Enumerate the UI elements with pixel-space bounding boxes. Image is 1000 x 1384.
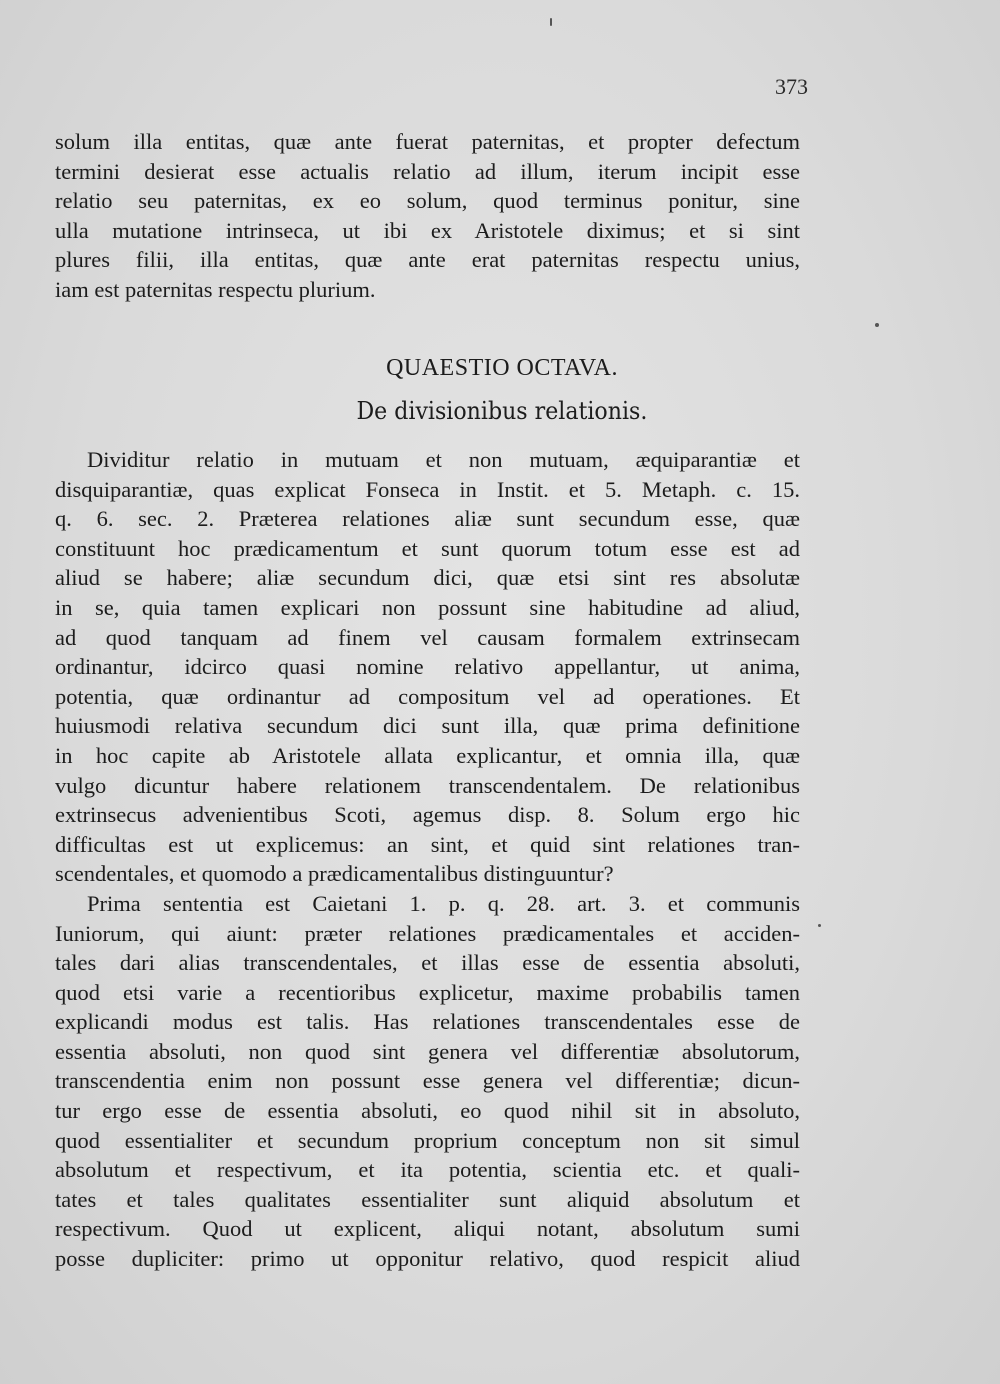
text-line: ad quod tanquam ad finem vel causam formalem extrinsecam	[55, 624, 800, 650]
text-line: respectivum. Quod ut explicent, aliqui notant, absolutum sumi	[55, 1216, 800, 1242]
text-line: relatio seu paternitas, ex eo solum, quod terminus ponitur, sine	[55, 188, 800, 214]
text-line: in se, quia tamen explicari non possunt sine habitudine ad aliud,	[55, 594, 800, 620]
body-text	[55, 445, 800, 1274]
text-line: Iuniorum, qui aiunt: præter relationes prædicamentales et acciden-	[55, 920, 800, 946]
text-line: ulla mutatione intrinseca, ut ibi ex Aristotele diximus; et si sint	[55, 217, 800, 243]
text-line: ordinantur, idcirco quasi nomine relativo appellantur, ut anima,	[55, 654, 800, 680]
text-line: absolutum et respectivum, et ita potentia, scientia etc. et quali-	[55, 1157, 800, 1183]
text-line: tales dari alias transcendentales, et illas esse de essentia absoluti,	[55, 950, 800, 976]
paper-speck	[818, 924, 821, 927]
text-line: quod essentialiter et secundum proprium conceptum non sit simul	[55, 1127, 800, 1153]
text-line: aliud se habere; aliæ secundum dici, quæ etsi sint res absolutæ	[55, 565, 800, 591]
text-line: termini desierat esse actualis relatio ad illum, iterum incipit esse	[55, 158, 800, 184]
text-line: disquiparantiæ, quas explicat Fonseca in Instit. et 5. Metaph. c. 15.	[55, 476, 800, 502]
paragraph-1	[55, 127, 800, 305]
paper-speck	[875, 323, 879, 327]
text-line: tur ergo esse de essentia absoluti, eo quod nihil sit in absoluto,	[55, 1098, 800, 1124]
text-line: vulgo dicuntur habere relationem transcendentalem. De relationibus	[55, 772, 800, 798]
paper-speck	[550, 18, 552, 26]
text-line: q. 6. sec. 2. Præterea relationes aliæ sunt secundum esse, quæ	[55, 506, 800, 532]
text-line: essentia absoluti, non quod sint genera vel differentiæ absolutorum,	[55, 1038, 800, 1064]
text-line: posse dupliciter: primo ut opponitur relativo, quod respicit aliud	[55, 1246, 800, 1272]
text-line: scendentales, et quomodo a prædicamentalibus distinguuntur?	[55, 861, 614, 887]
text-line: difficultas est ut explicemus: an sint, et quid sint relationes tran-	[55, 831, 800, 857]
text-line: Prima sententia est Caietani 1. p. q. 28. art. 3. et communis	[87, 890, 800, 916]
text-line: tates et tales qualitates essentialiter sunt aliquid absolutum et	[55, 1186, 800, 1212]
text-line: in hoc capite ab Aristotele allata explicantur, et omnia illa, quæ	[55, 742, 800, 768]
text-line: explicandi modus est talis. Has relationes transcendentales esse de	[55, 1009, 800, 1035]
text-line: extrinsecus advenientibus Scoti, agemus disp. 8. Solum ergo hic	[55, 802, 800, 828]
text-line: potentia, quæ ordinantur ad compositum vel ad operationes. Et	[55, 683, 800, 709]
page-number: 373	[775, 74, 808, 99]
text-line: Dividitur relatio in mutuam et non mutuam, æquiparantiæ et	[87, 447, 800, 472]
text-line: plures filii, illa entitas, quæ ante erat paternitas respectu unius,	[55, 247, 800, 273]
text-line: solum illa entitas, quæ ante fuerat paternitas, et propter defectum	[55, 129, 800, 154]
text-line: iam est paternitas respectu plurium.	[55, 276, 376, 302]
text-line: transcendentia enim non possunt esse genera vel differentiæ; dicun-	[55, 1068, 800, 1094]
section-subheading: De divisionibus relationis.	[356, 397, 648, 425]
question-heading: QUAESTIO OCTAVA.	[386, 355, 618, 381]
text-line: constituunt hoc prædicamentum et sunt quorum totum esse est ad	[55, 535, 800, 561]
text-line: quod etsi varie a recentioribus explicetur, maxime probabilis tamen	[55, 979, 800, 1005]
text-line: huiusmodi relativa secundum dici sunt illa, quæ prima definitione	[55, 713, 800, 739]
